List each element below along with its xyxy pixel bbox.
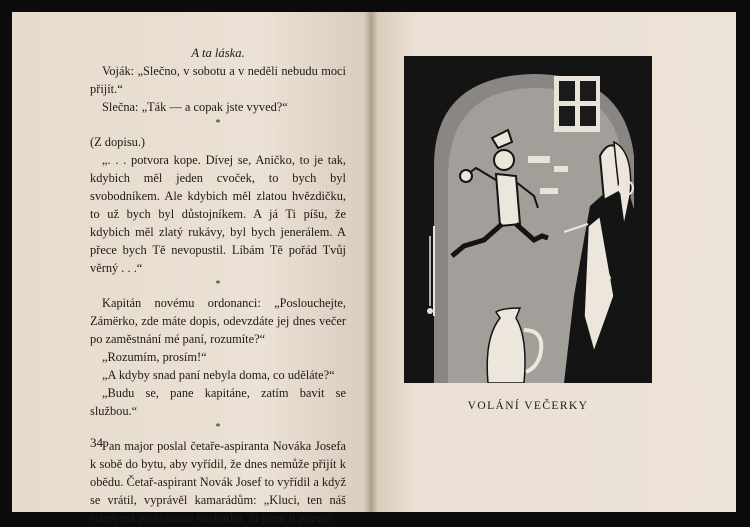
section-separator: *: [215, 118, 221, 129]
paragraph: „. . . potvora kope. Dívej se, Aničko, to je tak, kdybich měl jeden cvoček, to bych byl svobodníkem. Ale kdybich měl zlatou hvězdičku, to už bych byl důstojníkem. A já Ti píšu, že kdybich měl zlatý rukávy, byl bych jenerálem. A přece bych Tě nevopustil. Líbám Tě pořád Tvůj věrný . . .“: [90, 153, 346, 275]
running-head: A ta láska.: [191, 46, 245, 60]
paragraph: Kapitán novému ordonanci: „Poslouchejte, Zámërko, zde máte dopis, odevzdáte jej dnes večer po zaměstnání mé paní, rozumíte?“: [90, 296, 346, 346]
left-page: [12, 12, 370, 525]
right-page: [370, 12, 736, 512]
paragraph: „Budu se, pane kapitáne, zatím bavit se službou.“: [90, 386, 346, 418]
paragraph: „A kdyby snad paní nebyla doma, co uděláte?“: [102, 368, 335, 382]
paragraph: Pan major poslal četaře-aspiranta Nováka Josefa k sobě do bytu, aby vyřídil, že dnes nemůže přijít k obědu. Četař-aspirant Novák Josef to vyřídil a když se vrátil, vyprávěl kamarádům: „Kluci, ten náš starej má překrásnou kuchařku. Já jsem ji pozval: [90, 439, 347, 525]
paragraph: (Z dopisu.): [90, 135, 146, 149]
paragraph: Slečna: „Ták — a copak jste vyved?“: [102, 100, 288, 114]
illustration-caption: VOLÁNÍ VEČERKY: [467, 400, 589, 412]
cord-knob: [427, 308, 433, 314]
open-book: [12, 12, 736, 525]
paragraph: Voják: „Slečno, v sobotu a v neděli nebudu moci přijít.“: [90, 64, 346, 96]
illustration: [404, 56, 652, 383]
page-number: 34: [90, 435, 103, 450]
book-gutter: [364, 12, 378, 512]
left-page-text: [90, 44, 346, 527]
section-separator: *: [215, 422, 221, 433]
paragraph: „Rozumím, prosím!“: [102, 350, 207, 364]
window-icon: [554, 76, 600, 132]
section-separator: *: [215, 279, 221, 290]
